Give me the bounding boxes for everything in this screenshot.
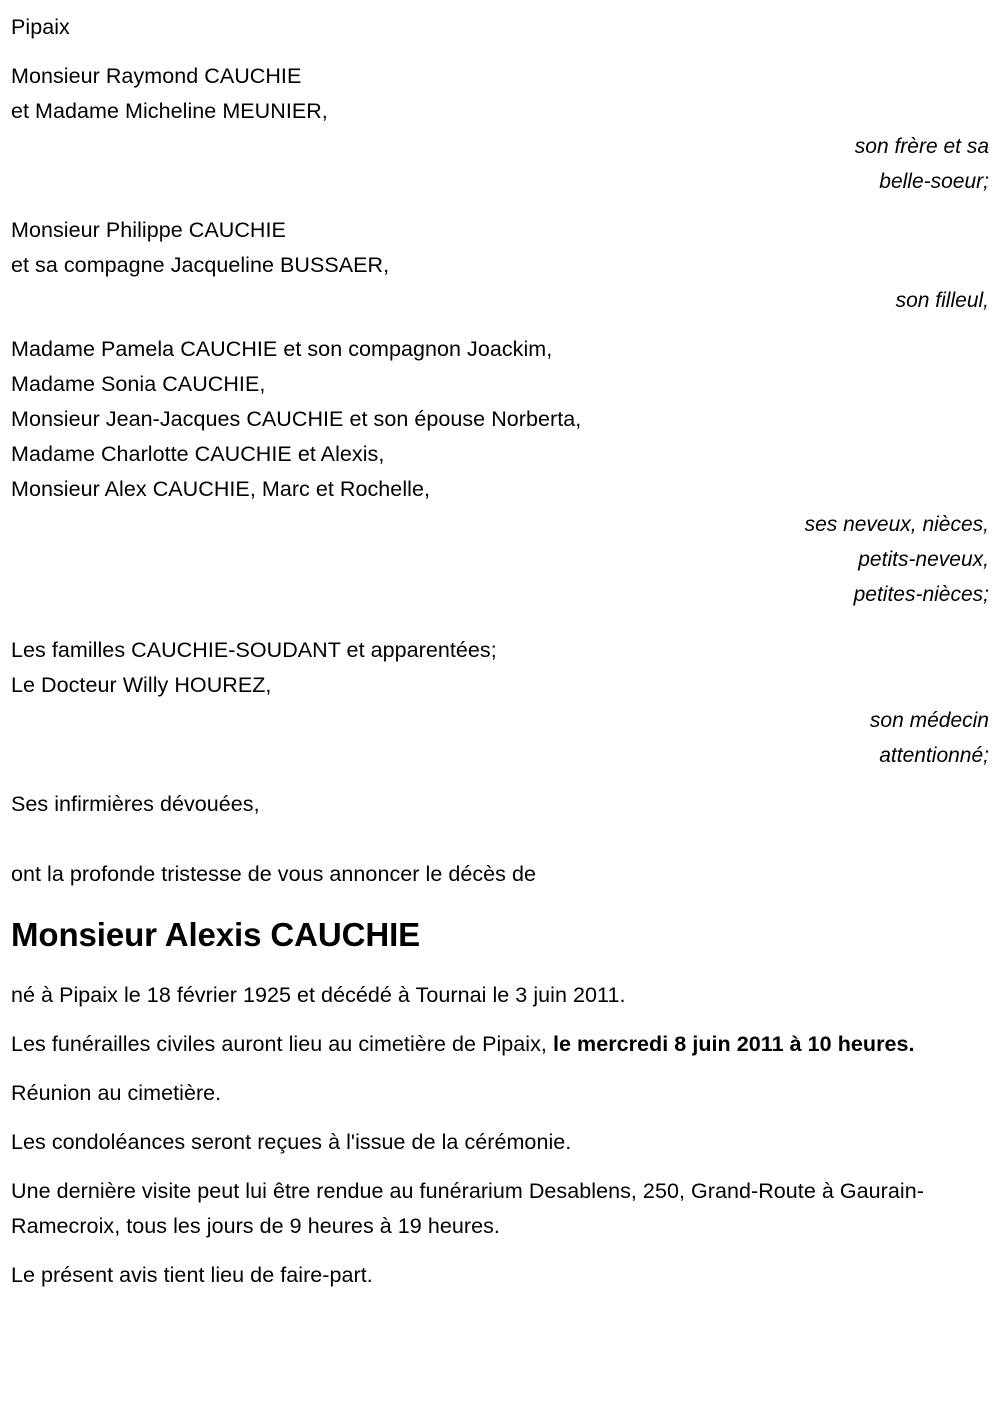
spacer [11,1062,990,1076]
family-member-line: Ses infirmières dévouées, [11,792,260,816]
family-group [11,787,990,822]
condolences-line: Les condoléances seront reçues à l'issue de la cérémonie. [11,1130,572,1154]
spacer [11,318,990,332]
family-member-line: et Madame Micheline MEUNIER, [11,99,328,123]
relation-label: son médecin [869,709,989,732]
relation-label: son filleul, [895,289,989,312]
family-member-line: et sa compagne Jacqueline BUSSAER, [11,253,390,277]
spacer [11,822,990,857]
faire-part-notice: Le présent avis tient lieu de faire-part. [11,1263,373,1287]
family-member-line: Monsieur Philippe CAUCHIE [11,218,286,242]
last-visit-paragraph: Une dernière visite peut lui être rendue au funérarium Desablens, 250, Grand-Route à Gaurain-Ramecroix, tous les jours de 9 heures à 19 heures. [11,1179,924,1238]
announcement-intro: ont la profonde tristesse de vous annoncer le décès de [11,862,537,886]
family-member-line: Monsieur Raymond CAUCHIE [11,64,302,88]
family-group [11,633,990,773]
family-group [11,59,990,199]
relation-label: attentionné; [879,744,989,767]
family-member-line: Madame Charlotte CAUCHIE et Alexis, [11,442,385,466]
spacer [11,1111,990,1125]
family-member-line: Monsieur Jean-Jacques CAUCHIE et son épouse Norberta, [11,407,582,431]
relation-label: ses neveux, nièces, [804,513,989,536]
funeral-details-paragraph [11,1027,963,1062]
relation-label: petites-nièces; [853,583,989,606]
relation-label: petits-neveux, [858,548,989,571]
spacer [11,1160,990,1174]
family-member-line: Monsieur Alex CAUCHIE, Marc et Rochelle, [11,477,431,501]
spacer [11,773,990,787]
spacer [11,612,990,633]
birth-death-line: né à Pipaix le 18 février 1925 et décédé à Tournai le 3 juin 2011. [11,983,626,1007]
family-member-line: Madame Sonia CAUCHIE, [11,372,266,396]
spacer [11,957,990,978]
deceased-name: Monsieur Alexis CAUCHIE [11,916,421,953]
spacer [11,199,990,213]
spacer [11,45,990,59]
funeral-datetime-bold: le mercredi 8 juin 2011 à 10 heures. [552,1032,915,1056]
locality-line: Pipaix [11,15,70,39]
family-member-line: Les familles CAUCHIE-SOUDANT et apparentées; [11,638,497,662]
family-group [11,213,990,318]
funeral-details-prefix: Les funérailles civiles auront lieu au cimetière de Pipaix, [11,1032,553,1056]
relation-label: belle-soeur; [879,170,989,193]
family-member-line: Le Docteur Willy HOUREZ, [11,673,272,697]
spacer [11,1013,990,1027]
relation-label: son frère et sa [854,135,989,158]
spacer [11,892,990,913]
family-group [11,332,990,612]
reunion-line: Réunion au cimetière. [11,1081,222,1105]
family-member-line: Madame Pamela CAUCHIE et son compagnon Joackim, [11,337,553,361]
spacer [11,1244,990,1258]
